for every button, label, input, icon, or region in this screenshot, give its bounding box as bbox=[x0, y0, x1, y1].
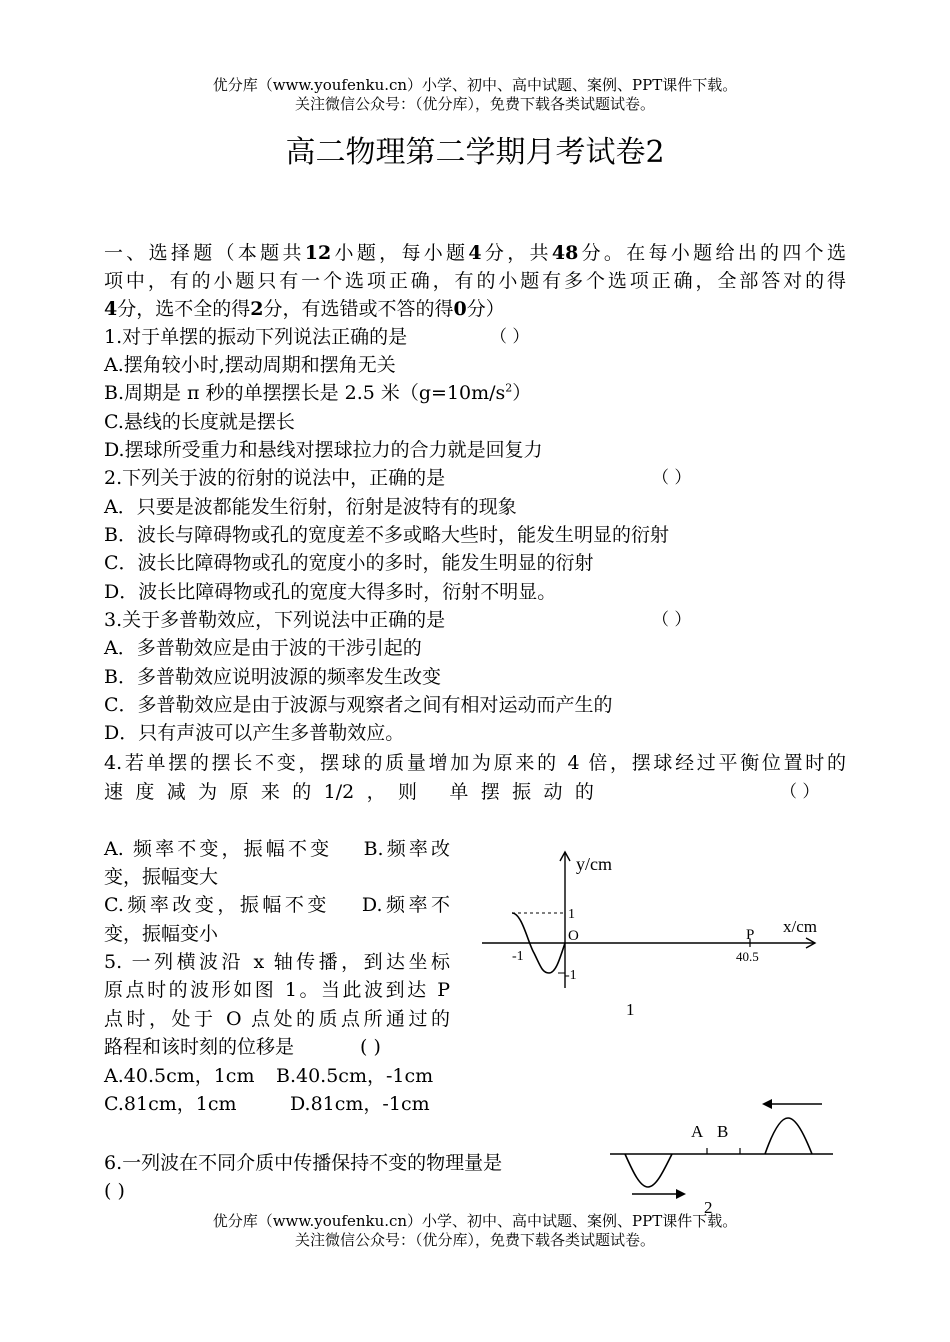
figure-1-wave-graph bbox=[470, 840, 840, 1030]
figure-1-caption: 1 bbox=[626, 1000, 635, 1019]
question-5-option-b: B.40.5cm，-1cm bbox=[276, 1065, 434, 1087]
question-5-answer-blank: ( ) bbox=[360, 1036, 381, 1058]
question-5-option-d: D.81cm，-1cm bbox=[290, 1093, 430, 1115]
question-6-stem: 6.一列波在不同介质中传播保持不变的物理量是 bbox=[104, 1152, 503, 1174]
question-5-stem-line-4: 路程和该时刻的位移是 bbox=[104, 1036, 295, 1058]
question-3-option-d: D．只有声波可以产生多普勒效应。 bbox=[104, 722, 405, 744]
question-4-answer-blank: （ ） bbox=[780, 782, 820, 802]
question-3-option-c: C．多普勒效应是由于波源与观察者之间有相对运动而产生的 bbox=[104, 694, 613, 716]
footer-line-1: 优分库（www.youfenku.cn）小学、初中、高中试题、案例、PPT课件下载。 bbox=[212, 1212, 738, 1230]
section-instructions-line-1: 一、选择题（本题共12小题，每小题4分，共48分。在每小题给出的四个选 bbox=[104, 242, 846, 264]
section-instructions-line-2: 项中，有的小题只有一个选项正确，有的小题有多个选项正确，全部答对的得 bbox=[104, 270, 846, 292]
pulse-right-crest bbox=[765, 1118, 812, 1154]
question-3-option-a: A．多普勒效应是由于波的干涉引起的 bbox=[104, 637, 422, 659]
question-5-stem-line-1: 5. 一列横波沿 x 轴传播，到达坐标 bbox=[104, 951, 450, 973]
question-2-option-c: C．波长比障碍物或孔的宽度小的多时，能发生明显的衍射 bbox=[104, 552, 594, 574]
question-2-stem: 2.下列关于波的衍射的说法中，正确的是 bbox=[104, 467, 446, 489]
x-tick-label: -1 bbox=[512, 949, 524, 964]
section-instructions-line-3: 4分，选不全的得2分，有选错或不答的得0分） bbox=[104, 298, 505, 320]
point-p-value: 40.5 bbox=[736, 949, 759, 964]
arrow-left-icon bbox=[762, 1099, 772, 1109]
question-4-options-line-2: 变，振幅变大 bbox=[104, 866, 219, 888]
arrow-right-icon bbox=[676, 1189, 686, 1199]
origin-label: O bbox=[568, 928, 579, 944]
x-axis-label: x/cm bbox=[783, 917, 817, 936]
question-3-stem: 3.关于多普勒效应，下列说法中正确的是 bbox=[104, 609, 446, 631]
question-6-answer-blank: ( ) bbox=[104, 1180, 125, 1202]
point-b-label: B bbox=[717, 1122, 729, 1141]
figure-2-caption: 2 bbox=[704, 1198, 713, 1217]
question-2-answer-blank: （ ） bbox=[652, 468, 692, 488]
point-p-label: P bbox=[746, 927, 755, 943]
question-1-option-b: B.周期是 π 秒的单摆摆长是 2.5 米$(g=10m/s^2)$ bbox=[104, 381, 532, 404]
footer-line-2: 关注微信公众号：（优分库），免费下载各类试题试卷。 bbox=[294, 1231, 655, 1249]
question-4-options-line-1: A. 频率不变，振幅不变 B.频率改 bbox=[104, 838, 450, 860]
question-2-option-a: A．只要是波都能发生衍射，衍射是波特有的现象 bbox=[104, 496, 517, 518]
header-line-2: 关注微信公众号：（优分库），免费下载各类试题试卷。 bbox=[294, 95, 655, 113]
question-1-option-d: D.摆球所受重力和悬线对摆球拉力的合力就是回复力 bbox=[104, 439, 543, 461]
figure-2-wave-pulses bbox=[600, 1092, 840, 1217]
point-a-label: A bbox=[691, 1122, 704, 1141]
question-2-option-b: B．波长与障碍物或孔的宽度差不多或略大些时，能发生明显的衍射 bbox=[104, 524, 669, 546]
question-3-option-b: B．多普勒效应说明波源的频率发生改变 bbox=[104, 666, 441, 688]
question-1-option-a: A.摆角较小时,摆动周期和摆角无关 bbox=[104, 354, 396, 376]
tick-pos-label: 1 bbox=[568, 907, 575, 922]
question-4-options-line-3: C.频率改变，振幅不变 D.频率不 bbox=[104, 894, 450, 916]
question-1-option-c: C.悬线的长度就是摆长 bbox=[104, 411, 295, 433]
question-5-option-c: C.81cm，1cm bbox=[104, 1093, 237, 1115]
question-1-stem: 1.对于单摆的振动下列说法正确的是 bbox=[104, 326, 408, 348]
question-2-option-d: D．波长比障碍物或孔的宽度大得多时，衍射不明显。 bbox=[104, 581, 557, 603]
question-4-stem-line-2: 速 度 减 为 原 来 的 1/2 ， 则 单 摆 振 动 的 bbox=[104, 781, 594, 803]
question-1-answer-blank: （ ） bbox=[490, 327, 530, 347]
question-4-stem-line-1: 4.若单摆的摆长不变，摆球的质量增加为原来的 4 倍，摆球经过平衡位置时的 bbox=[104, 752, 846, 774]
pulse-left-trough bbox=[625, 1154, 672, 1187]
question-5-option-a: A.40.5cm，1cm bbox=[104, 1065, 255, 1087]
page-title: 高二物理第二学期月考试卷2 bbox=[285, 135, 665, 170]
tick-neg-label: -1 bbox=[565, 968, 577, 983]
header-line-1: 优分库（www.youfenku.cn）小学、初中、高中试题、案例、PPT课件下载。 bbox=[212, 76, 738, 94]
question-5-stem-line-3: 点时，处于 O 点处的质点所通过的 bbox=[104, 1008, 450, 1030]
y-axis-label: y/cm bbox=[576, 854, 612, 874]
question-4-options-line-4: 变，振幅变小 bbox=[104, 923, 219, 945]
question-5-stem-line-2: 原点时的波形如图 1。当此波到达 P bbox=[104, 979, 450, 1001]
question-3-answer-blank: （ ） bbox=[652, 610, 692, 630]
